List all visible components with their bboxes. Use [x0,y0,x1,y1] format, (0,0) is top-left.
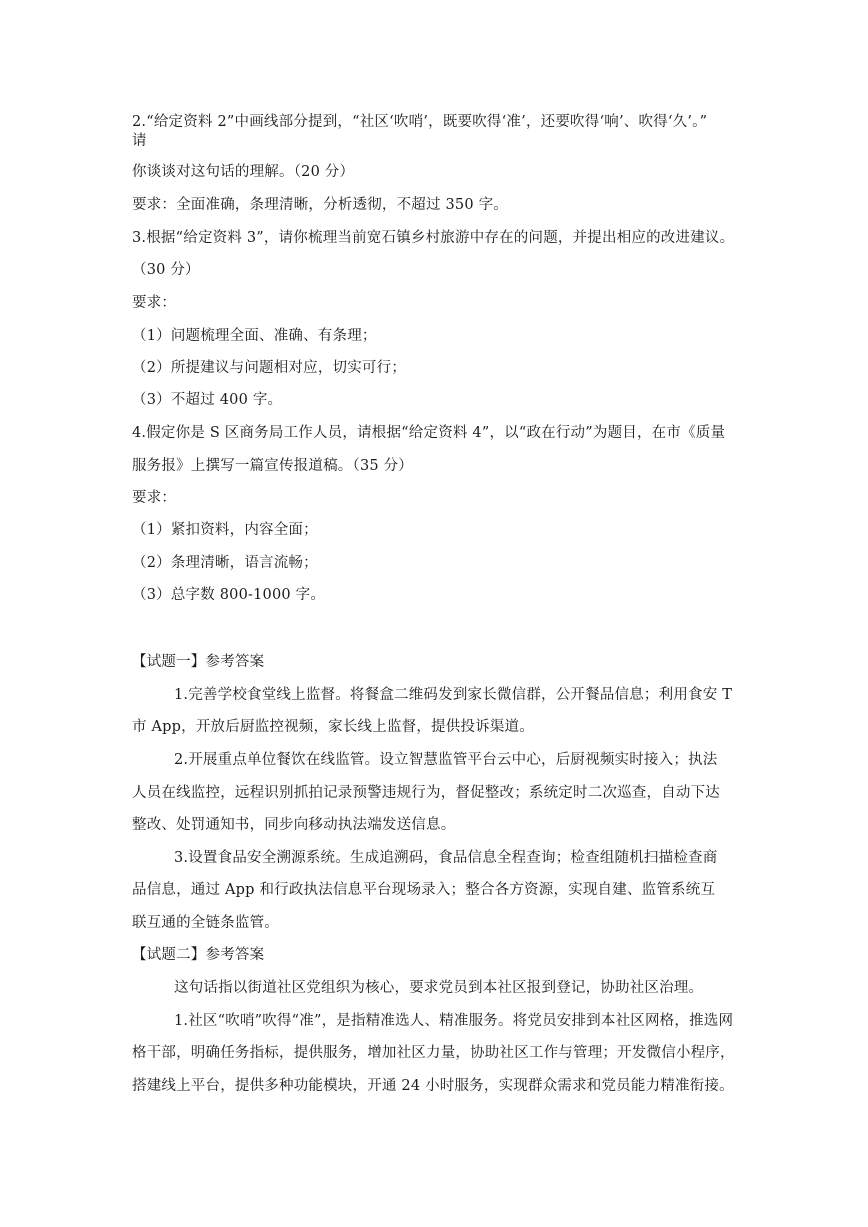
answer1-p1-line-1: 1.完善学校食堂线上监督。将餐盒二维码发到家长微信群，公开餐品信息；利用食安 T [174,687,733,703]
q3-requirement-label: 要求： [132,295,177,311]
q2-line-1-wrap: 请 [132,133,147,149]
answer2-p1-line-1: 1.社区“吹哨”吹得“准”，是指精准选人、精准服务。将党员安排到本社区网格，推选网 [174,1013,734,1029]
answer1-p1-line-2: 市 App，开放后厨监控视频，家长线上监督，提供投诉渠道。 [132,719,534,735]
answer2-p1-line-3: 搭建线上平台，提供多种功能模块，开通 24 小时服务，实现群众需求和党员能力精准衔接。 [132,1078,734,1094]
answer1-p2-line-1: 2.开展重点单位餐饮在线监管。设立智慧监管平台云中心，后厨视频实时接入；执法 [174,752,718,768]
q4-line-1: 4.假定你是 S 区商务局工作人员，请根据“给定资料 4”，以“政在行动”为题目，在市《质量 [132,425,726,441]
answer1-p2-line-2: 人员在线监控，远程识别抓拍记录预警违规行为，督促整改；系统定时二次巡查，自动下达 [132,785,720,801]
q4-requirement-3: （3）总字数 800-1000 字。 [132,587,326,603]
q3-line-2: （30 分） [132,262,200,278]
answer1-heading: 【试题一】参考答案 [132,654,265,670]
q4-requirement-label: 要求： [132,490,177,506]
q3-requirement-3: （3）不超过 400 字。 [132,392,283,408]
answer1-p3-line-3: 联互通的全链条监管。 [132,915,279,931]
q2-line-2: 你谈谈对这句话的理解。（20 分） [132,164,355,180]
q3-requirement-1: （1）问题梳理全面、准确、有条理； [132,328,377,344]
answer1-p2-line-3: 整改、处罚通知书，同步向移动执法端发送信息。 [132,817,456,833]
q3-requirement-2: （2）所提建议与问题相对应，切实可行； [132,360,407,376]
answer2-p1-line-2: 格干部，明确任务指标，提供服务，增加社区力量，协助社区工作与管理；开发微信小程序， [132,1045,735,1061]
q2-requirement: 要求：全面准确，条理清晰，分析透彻，不超过 350 字。 [132,197,508,213]
answer1-p3-line-2: 品信息，通过 App 和行政执法信息平台现场录入；整合各方资源，实现自建、监管系统互 [132,882,716,898]
q4-requirement-1: （1）紧扣资料，内容全面； [132,522,318,538]
answer2-heading: 【试题二】参考答案 [132,947,265,963]
q3-line-1: 3.根据“给定资料 3”，请你梳理当前宽石镇乡村旅游中存在的问题，并提出相应的改进建议。 [132,230,735,246]
answer2-intro: 这句话指以街道社区党组织为核心，要求党员到本社区报到登记，协助社区治理。 [174,980,704,996]
q4-requirement-2: （2）条理清晰，语言流畅； [132,555,318,571]
q2-line-1: 2.“给定资料 2”中画线部分提到，“社区‘吹哨’，既要吹得‘准’，还要吹得‘响’、吹得‘久’。” [132,114,708,130]
answer1-p3-line-1: 3.设置食品安全溯源系统。生成追溯码，食品信息全程查询；检查组随机扫描检查商 [174,850,718,866]
q4-line-2: 服务报》上撰写一篇宣传报道稿。（35 分） [132,458,414,474]
